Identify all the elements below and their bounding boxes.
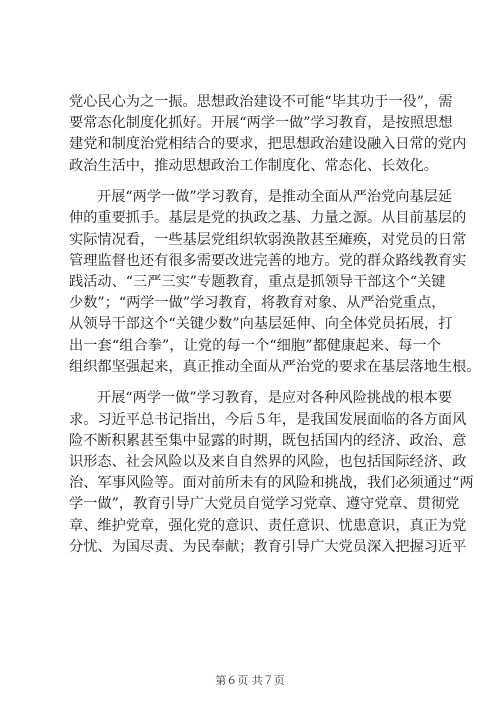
paragraph-2-line-6: 少数”；“两学一做”学习教育，将教育对象、从严治党重点， <box>69 295 446 312</box>
paragraph-2-line-8: 出一套“组合拳”，让党的每一个“细胞”都健康起来、每一个 <box>69 337 441 354</box>
paragraph-1-line-2: 要常态化制度化抓好。开展“两学一做”学习教育，是按照思想 <box>69 115 453 132</box>
paragraph-3-line-8: 分忧、为国尽责、为民奉献；教育引导广大党员深入把握习近平 <box>69 538 467 555</box>
paragraph-1-line-3: 建党和制度治党相结合的要求，把思想政治建设融入日常的党内 <box>69 136 467 153</box>
paragraph-3-line-1: 开展“两学一做”学习教育，是应对各种风险挑战的根本要 <box>97 390 453 407</box>
page-number-footer: 第６页 共７页 <box>215 674 285 687</box>
paragraph-3-line-2: 求。习近平总书记指出，今后５年，是我国发展面临的各方面风 <box>69 411 467 428</box>
paragraph-spacer <box>69 378 441 389</box>
body-text <box>69 92 481 558</box>
paragraph-3-line-7: 章、维护党章，强化党的意识、责任意识、忧患意识，真正为党 <box>69 517 467 534</box>
paragraph-1-line-1: 党心民心为之一振。思想政治建设不可能“毕其功于一役”，需 <box>69 94 453 110</box>
paragraph-3-line-4: 识形态、社会风险以及来自自然界的风险，也包括国际经济、政 <box>69 454 467 470</box>
paragraph-2-line-7: 从领导干部这个“关键少数”向基层延伸、向全体党员拓展，打 <box>69 316 453 333</box>
paragraph-2-line-1: 开展“两学一做”学习教育，是推动全面从严治党向基层延 <box>97 189 453 206</box>
paragraph-2-line-9: 组织都坚强起来，真正推动全面从严治党的要求在基层落地生根。 <box>69 358 481 375</box>
paragraph-spacer <box>69 177 441 188</box>
paragraph-2-line-4: 管理监督也还有很多需要改进完善的地方。党的群众路线教育实 <box>69 252 467 269</box>
paragraph-1-line-4: 政治生活中，推动思想政治工作制度化、常态化、长效化。 <box>69 157 438 174</box>
paragraph-2-line-5: 践活动、“三严三实”专题教育，重点是抓领导干部这个“关键 <box>69 274 446 290</box>
paragraph-3-line-5: 治、军事风险等。面对前所未有的风险和挑战，我们必须通过“两 <box>69 475 474 492</box>
paragraph-3-line-6: 学一做”，教育引导广大党员自觉学习党章、遵守党章、贯彻党 <box>69 496 460 513</box>
paragraph-3-line-3: 险不断积累甚至集中显露的时期，既包括国内的经济、政治、意 <box>69 432 467 449</box>
paragraph-2-line-3: 实际情况看，一些基层党组织软弱涣散甚至瘫痪，对党员的日常 <box>69 231 467 248</box>
paragraph-2-line-2: 伸的重要抓手。基层是党的执政之基、力量之源。从目前基层的 <box>69 210 467 227</box>
